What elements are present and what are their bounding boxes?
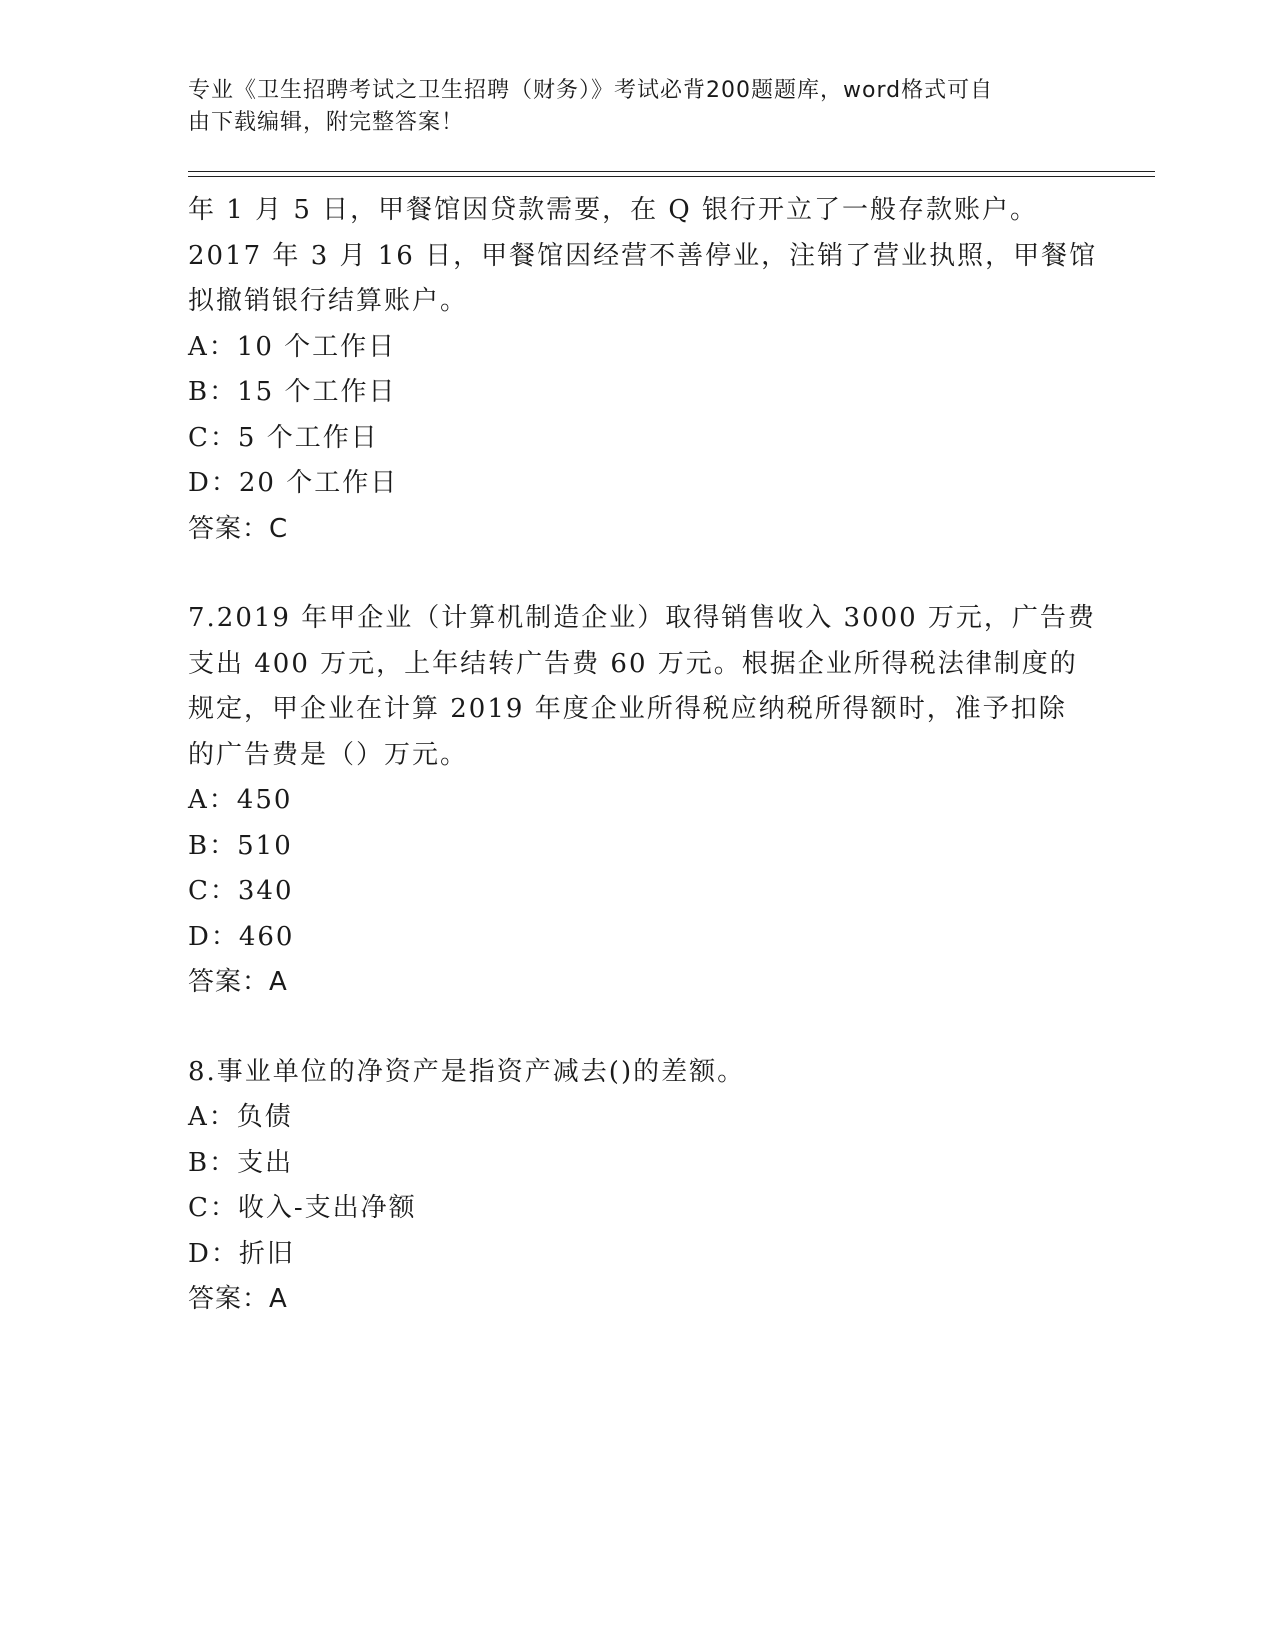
question-text-line: 的广告费是（）万元。 xyxy=(188,739,469,770)
option-b: B：510 xyxy=(188,830,293,861)
option-c: C：340 xyxy=(188,876,294,906)
option-d: D：20 个工作日 xyxy=(188,468,399,498)
question-spacer xyxy=(188,552,1088,596)
document-body xyxy=(188,188,1098,1323)
question-block-8 xyxy=(188,1050,1088,1323)
question-spacer xyxy=(188,1006,1088,1050)
answer-line: 答案：A xyxy=(188,1284,288,1314)
document-header xyxy=(188,75,1068,139)
option-d: D：460 xyxy=(188,921,295,952)
option-a: A：450 xyxy=(188,785,293,815)
question-text-line: 拟撤销银行结算账户。 xyxy=(188,286,469,316)
option-d: D：折旧 xyxy=(188,1238,295,1269)
answer-line: 答案：C xyxy=(188,513,289,544)
option-c: C：收入-支出净额 xyxy=(188,1193,417,1223)
option-c: C：5 个工作日 xyxy=(188,422,379,453)
option-a: A：负债 xyxy=(188,1102,293,1132)
option-b: B：15 个工作日 xyxy=(188,377,397,407)
header-rule-bottom xyxy=(188,176,1155,177)
question-text-line: 支出 400 万元，上年结转广告费 60 万元。根据企业所得税法律制度的 xyxy=(188,648,1078,679)
question-text-line: 8.事业单位的净资产是指资产减去()的差额。 xyxy=(188,1056,746,1087)
header-line-2: 由下载编辑，附完整答案！ xyxy=(188,110,465,135)
header-line-1: 专业《卫生招聘考试之卫生招聘（财务）》考试必背200题题库，word格式可自 xyxy=(188,78,994,103)
question-text-line: 2017 年 3 月 16 日，甲餐馆因经营不善停业，注销了营业执照，甲餐馆 xyxy=(188,240,1098,271)
question-block-prev xyxy=(188,188,1098,552)
question-text-line: 7.2019 年甲企业（计算机制造企业）取得销售收入 3000 万元，广告费 xyxy=(188,603,1096,633)
option-b: B：支出 xyxy=(188,1147,294,1178)
question-block-7 xyxy=(188,596,1096,1006)
option-a: A：10 个工作日 xyxy=(188,331,397,362)
question-text-line: 规定，甲企业在计算 2019 年度企业所得税应纳税所得额时，准予扣除 xyxy=(188,694,1067,724)
answer-line: 答案：A xyxy=(188,967,288,997)
header-rule-top xyxy=(188,171,1155,172)
question-text-line: 年 1 月 5 日，甲餐馆因贷款需要，在 Q 银行开立了一般存款账户。 xyxy=(188,195,1038,225)
